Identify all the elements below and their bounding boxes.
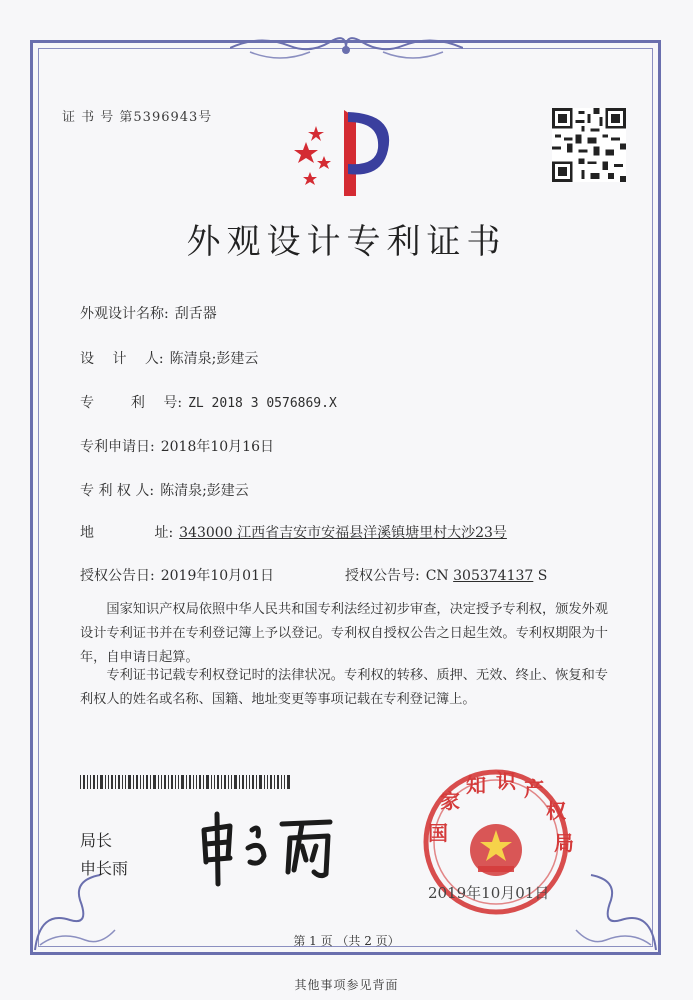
patent-office-logo	[288, 104, 398, 200]
certificate-number: 证 书 号 第5396943号	[62, 110, 213, 125]
page-number: 第 1 页 （共 2 页）	[293, 934, 400, 948]
grant-number-prefix: CN	[425, 568, 449, 584]
grant-number-suffix: S	[537, 568, 548, 584]
document-title: 外观设计专利证书	[186, 222, 507, 262]
filing-date-label: 专利申请日:	[80, 439, 155, 455]
patent-number-row	[80, 392, 337, 412]
grant-date-row	[80, 565, 274, 585]
seal-char-1: 国	[428, 821, 448, 845]
top-ornament	[230, 30, 463, 66]
patent-number-value: ZL 2018 3 0576869.X	[188, 396, 337, 411]
svg-text:国 家 知 识: 国 家 知 识 产 权 局	[428, 769, 574, 855]
footer-note: 其他事项参见背面	[294, 978, 399, 992]
address-value: 343000 江西省吉安市安福县洋溪镇塘里村大沙23号	[179, 525, 507, 541]
grant-date-label: 授权公告日:	[80, 568, 155, 584]
design-name-row	[80, 303, 217, 323]
designer-label: 设 计 人:	[80, 351, 164, 367]
designer-value: 陈清泉;彭建云	[169, 351, 259, 367]
patentee-row	[80, 480, 249, 500]
address-row	[80, 522, 507, 542]
qr-code	[552, 108, 626, 182]
grant-statement: 国家知识产权局依照中华人民共和国专利法经过初步审查，决定授予专利权，颁发外观设计专利证书并在专利登记簿上予以登记。专利权自授权公告之日起生效。专利权期限为十年，自申请日起算。	[80, 602, 608, 665]
grant-number-label: 授权公告号:	[345, 568, 420, 584]
patentee-value: 陈清泉;彭建云	[160, 483, 249, 499]
address-label: 地 址:	[80, 525, 174, 541]
patent-number-label: 专 利 号:	[80, 395, 183, 411]
director-name: 申长雨	[80, 859, 129, 878]
filing-date-value: 2018年10月16日	[160, 439, 274, 455]
seal-date: 2019年10月01日	[428, 884, 550, 902]
patentee-label: 专 利 权 人:	[80, 483, 155, 499]
director-title: 局长	[80, 831, 113, 850]
grant-number-value: 305374137	[453, 568, 534, 584]
grant-number-row	[345, 565, 547, 585]
director-signature	[190, 800, 340, 890]
legal-status-statement: 专利证书记载专利权登记时的法律状况。专利权的转移、质押、无效、终止、恢复和专利权人的姓名或名称、国籍、地址变更等事项记载在专利登记簿上。	[80, 668, 608, 707]
filing-date-row	[80, 436, 274, 456]
design-name-value: 刮舌器	[174, 306, 217, 322]
barcode	[80, 775, 292, 789]
grant-date-value: 2019年10月01日	[160, 568, 274, 584]
design-name-label: 外观设计名称:	[80, 306, 169, 322]
designer-row	[80, 348, 258, 368]
